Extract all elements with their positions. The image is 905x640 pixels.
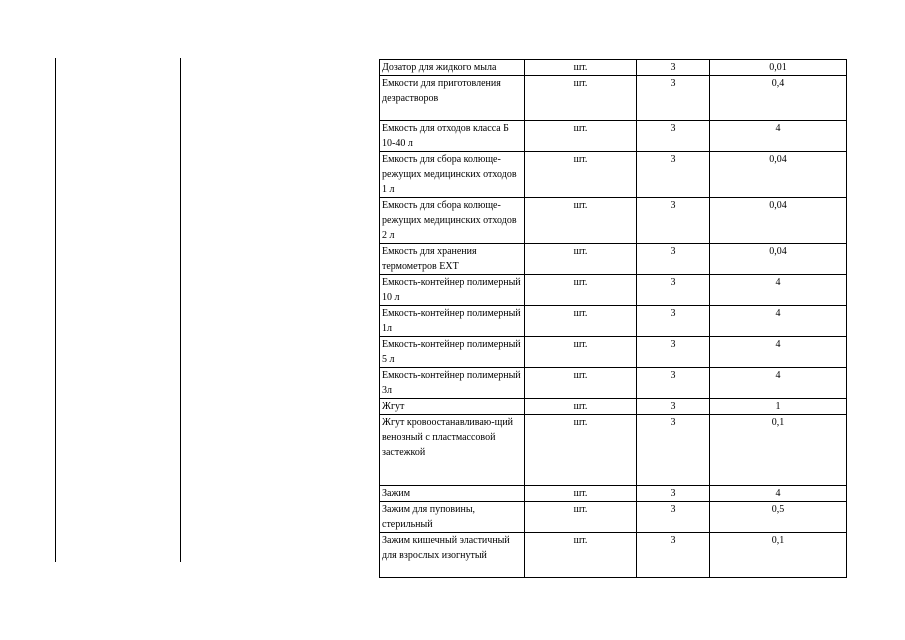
table-row [380, 76, 847, 121]
table-row [380, 368, 847, 399]
item-name-cell: Емкость для хранения термометров ЕХТ [380, 244, 525, 275]
value-cell: 4 [710, 368, 847, 399]
unit-cell: шт. [525, 368, 637, 399]
quantity-cell: 3 [637, 76, 710, 121]
unit-cell: шт. [525, 486, 637, 502]
unit-cell: шт. [525, 275, 637, 306]
quantity-cell: 3 [637, 533, 710, 578]
unit-cell: шт. [525, 60, 637, 76]
value-cell: 0,04 [710, 198, 847, 244]
unit-cell: шт. [525, 152, 637, 198]
supply-table [379, 59, 847, 578]
table-row [380, 60, 847, 76]
quantity-cell: 3 [637, 368, 710, 399]
table-row [380, 502, 847, 533]
quantity-cell: 3 [637, 415, 710, 486]
quantity-cell: 3 [637, 399, 710, 415]
table-row [380, 415, 847, 486]
unit-cell: шт. [525, 76, 637, 121]
table-row [380, 275, 847, 306]
item-name-cell: Емкость для сбора колюще-режущих медицинских отходов 2 л [380, 198, 525, 244]
item-name-cell: Зажим для пуповины, стерильный [380, 502, 525, 533]
table-row [380, 486, 847, 502]
table-row [380, 244, 847, 275]
unit-cell: шт. [525, 399, 637, 415]
item-name-cell: Емкость-контейнер полимерный 3л [380, 368, 525, 399]
item-name-cell: Зажим [380, 486, 525, 502]
unit-cell: шт. [525, 415, 637, 486]
quantity-cell: 3 [637, 60, 710, 76]
value-cell: 0,1 [710, 533, 847, 578]
value-cell: 0,1 [710, 415, 847, 486]
value-cell: 1 [710, 399, 847, 415]
value-cell: 0,01 [710, 60, 847, 76]
unit-cell: шт. [525, 337, 637, 368]
quantity-cell: 3 [637, 152, 710, 198]
quantity-cell: 3 [637, 244, 710, 275]
value-cell: 4 [710, 486, 847, 502]
value-cell: 4 [710, 306, 847, 337]
item-name-cell: Емкость-контейнер полимерный 5 л [380, 337, 525, 368]
quantity-cell: 3 [637, 306, 710, 337]
item-name-cell: Дозатор для жидкого мыла [380, 60, 525, 76]
item-name-cell: Емкости для приготовления дезрастворов [380, 76, 525, 121]
quantity-cell: 3 [637, 502, 710, 533]
left-margin-line-1 [55, 58, 56, 562]
quantity-cell: 3 [637, 337, 710, 368]
quantity-cell: 3 [637, 121, 710, 152]
item-name-cell: Жгут кровоостанавливаю-щий венозный с пластмассовой застежкой [380, 415, 525, 486]
unit-cell: шт. [525, 502, 637, 533]
value-cell: 4 [710, 121, 847, 152]
unit-cell: шт. [525, 244, 637, 275]
item-name-cell: Емкость для отходов класса Б 10-40 л [380, 121, 525, 152]
item-name-cell: Емкость-контейнер полимерный 1л [380, 306, 525, 337]
value-cell: 0,4 [710, 76, 847, 121]
value-cell: 0,5 [710, 502, 847, 533]
unit-cell: шт. [525, 533, 637, 578]
value-cell: 4 [710, 275, 847, 306]
unit-cell: шт. [525, 198, 637, 244]
value-cell: 0,04 [710, 152, 847, 198]
unit-cell: шт. [525, 121, 637, 152]
table-row [380, 533, 847, 578]
item-name-cell: Емкость для сбора колюще-режущих медицинских отходов 1 л [380, 152, 525, 198]
table-row [380, 399, 847, 415]
quantity-cell: 3 [637, 275, 710, 306]
table-row [380, 337, 847, 368]
table-row [380, 198, 847, 244]
value-cell: 0,04 [710, 244, 847, 275]
value-cell: 4 [710, 337, 847, 368]
item-name-cell: Зажим кишечный эластичный для взрослых изогнутый [380, 533, 525, 578]
item-name-cell: Жгут [380, 399, 525, 415]
left-margin-line-2 [180, 58, 181, 562]
unit-cell: шт. [525, 306, 637, 337]
item-name-cell: Емкость-контейнер полимерный 10 л [380, 275, 525, 306]
table-row [380, 306, 847, 337]
table-row [380, 152, 847, 198]
quantity-cell: 3 [637, 486, 710, 502]
supply-table-body [380, 60, 847, 578]
table-row [380, 121, 847, 152]
quantity-cell: 3 [637, 198, 710, 244]
